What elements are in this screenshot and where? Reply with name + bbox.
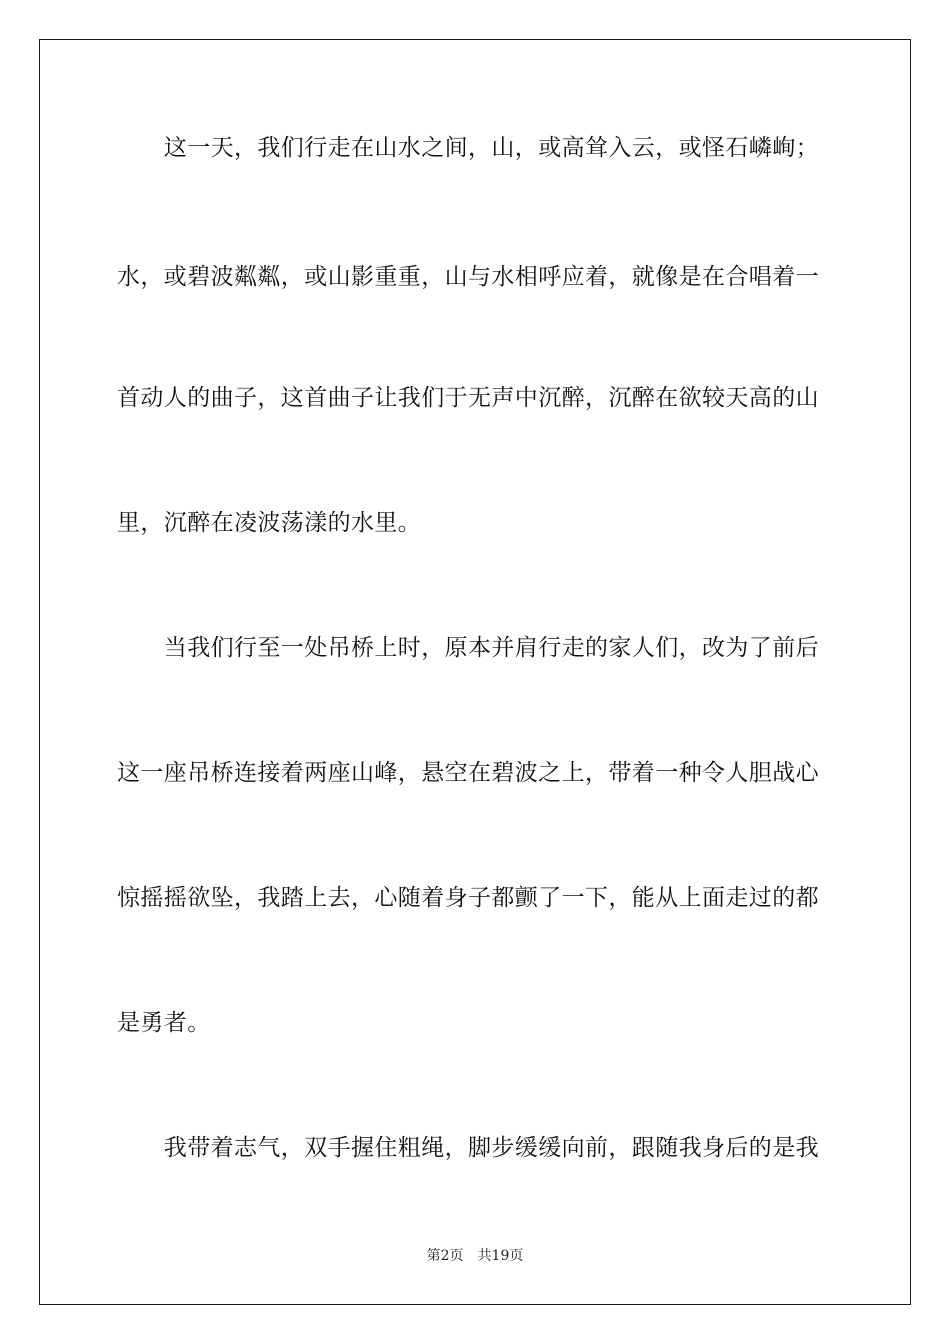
text-line: 是勇者。 [117,1010,211,1036]
text-line: 这一座吊桥连接着两座山峰，悬空在碧波之上，带着一种令人胆战心 [117,760,819,786]
text-line: 我带着志气，双手握住粗绳，脚步缓缓向前，跟随我身后的是我 [117,1135,819,1161]
page-total: 共19页 [477,1248,524,1264]
text-line: 惊摇摇欲坠，我踏上去，心随着身子都颤了一下，能从上面走过的都 [117,885,819,911]
text-line: 当我们行至一处吊桥上时，原本并肩行走的家人们，改为了前后 [117,635,819,661]
text-line: 里，沉醉在凌波荡漾的水里。 [117,510,422,536]
text-line: 水，或碧波粼粼，或山影重重，山与水相呼应着，就像是在合唱着一 [117,264,819,290]
text-line: 首动人的曲子，这首曲子让我们于无声中沉醉，沉醉在欲较天高的山 [117,385,819,411]
page-border [39,39,911,1305]
page-footer [0,1246,950,1266]
page-number: 第2页 [426,1248,464,1264]
text-line: 这一天，我们行走在山水之间，山，或高耸入云，或怪石嶙峋； [117,135,819,161]
